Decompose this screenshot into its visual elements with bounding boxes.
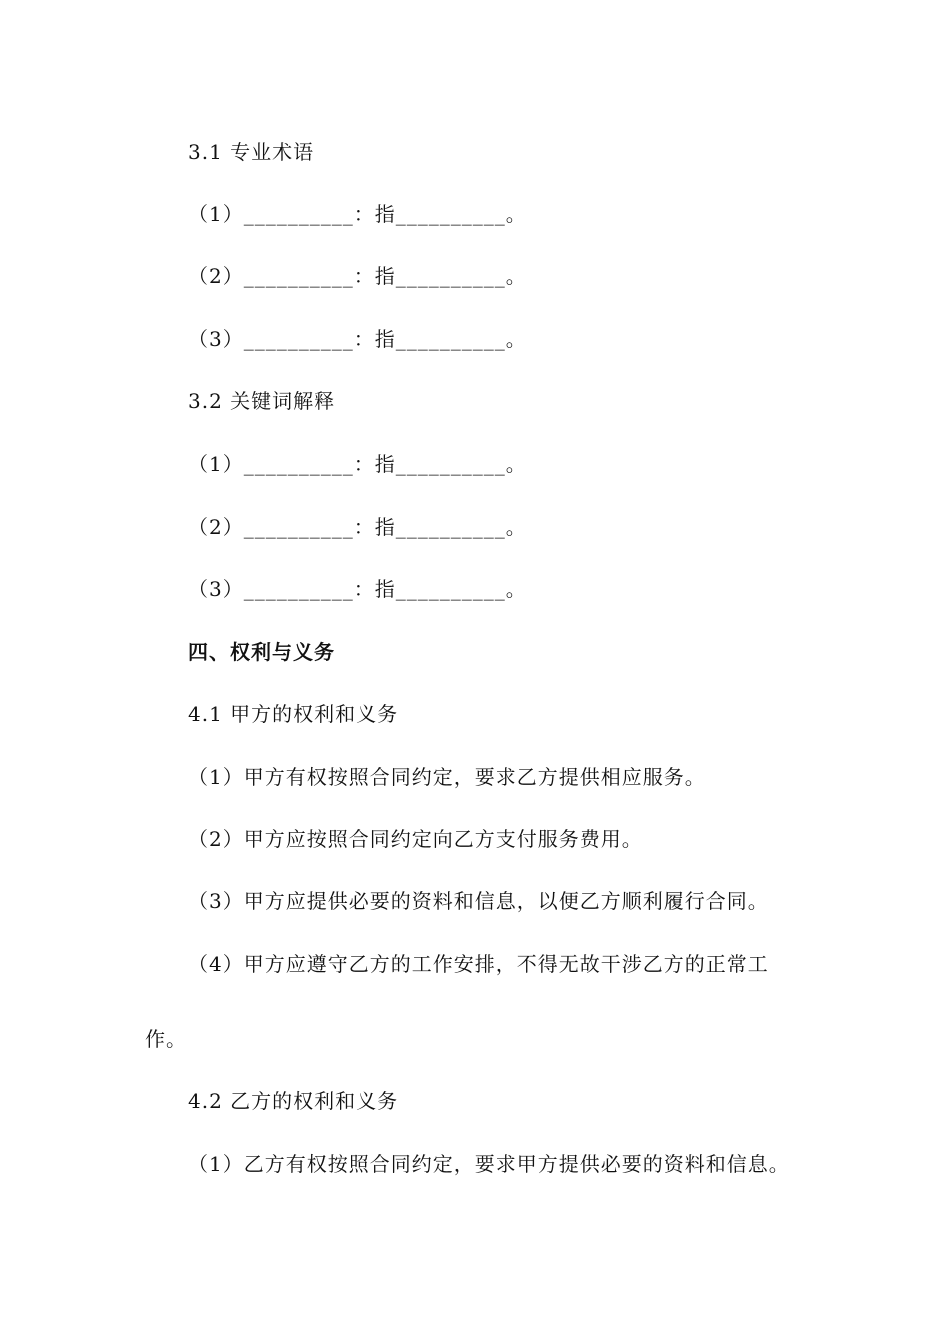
section-4-1-item-3: （3）甲方应提供必要的资料和信息，以便乙方顺利履行合同。 <box>188 889 769 913</box>
section-3-2-item-3: （3）__________：指__________。 <box>188 577 527 601</box>
section-4-1-title: 4.1 甲方的权利和义务 <box>188 702 399 726</box>
section-4-2-item-1: （1）乙方有权按照合同约定，要求甲方提供必要的资料和信息。 <box>188 1152 790 1176</box>
section-4-1-item-2: （2）甲方应按照合同约定向乙方支付服务费用。 <box>188 827 643 851</box>
section-3-1-item-2: （2）__________：指__________。 <box>188 264 527 288</box>
section-4-2-title: 4.2 乙方的权利和义务 <box>188 1089 399 1113</box>
chapter-4-title: 四、权利与义务 <box>188 640 335 664</box>
section-3-2-item-2: （2）__________：指__________。 <box>188 515 527 539</box>
section-3-2-item-1: （1）__________：指__________。 <box>188 452 527 476</box>
section-4-1-item-1: （1）甲方有权按照合同约定，要求乙方提供相应服务。 <box>188 765 706 789</box>
section-4-1-item-4-continuation: 作。 <box>145 1027 187 1051</box>
section-3-1-item-3: （3）__________：指__________。 <box>188 327 527 351</box>
section-3-1-item-1: （1）__________：指__________。 <box>188 202 527 226</box>
section-3-2-title: 3.2 关键词解释 <box>188 389 336 413</box>
section-3-1-title: 3.1 专业术语 <box>188 140 315 164</box>
section-4-1-item-4: （4）甲方应遵守乙方的工作安排，不得无故干涉乙方的正常工 <box>188 952 769 976</box>
